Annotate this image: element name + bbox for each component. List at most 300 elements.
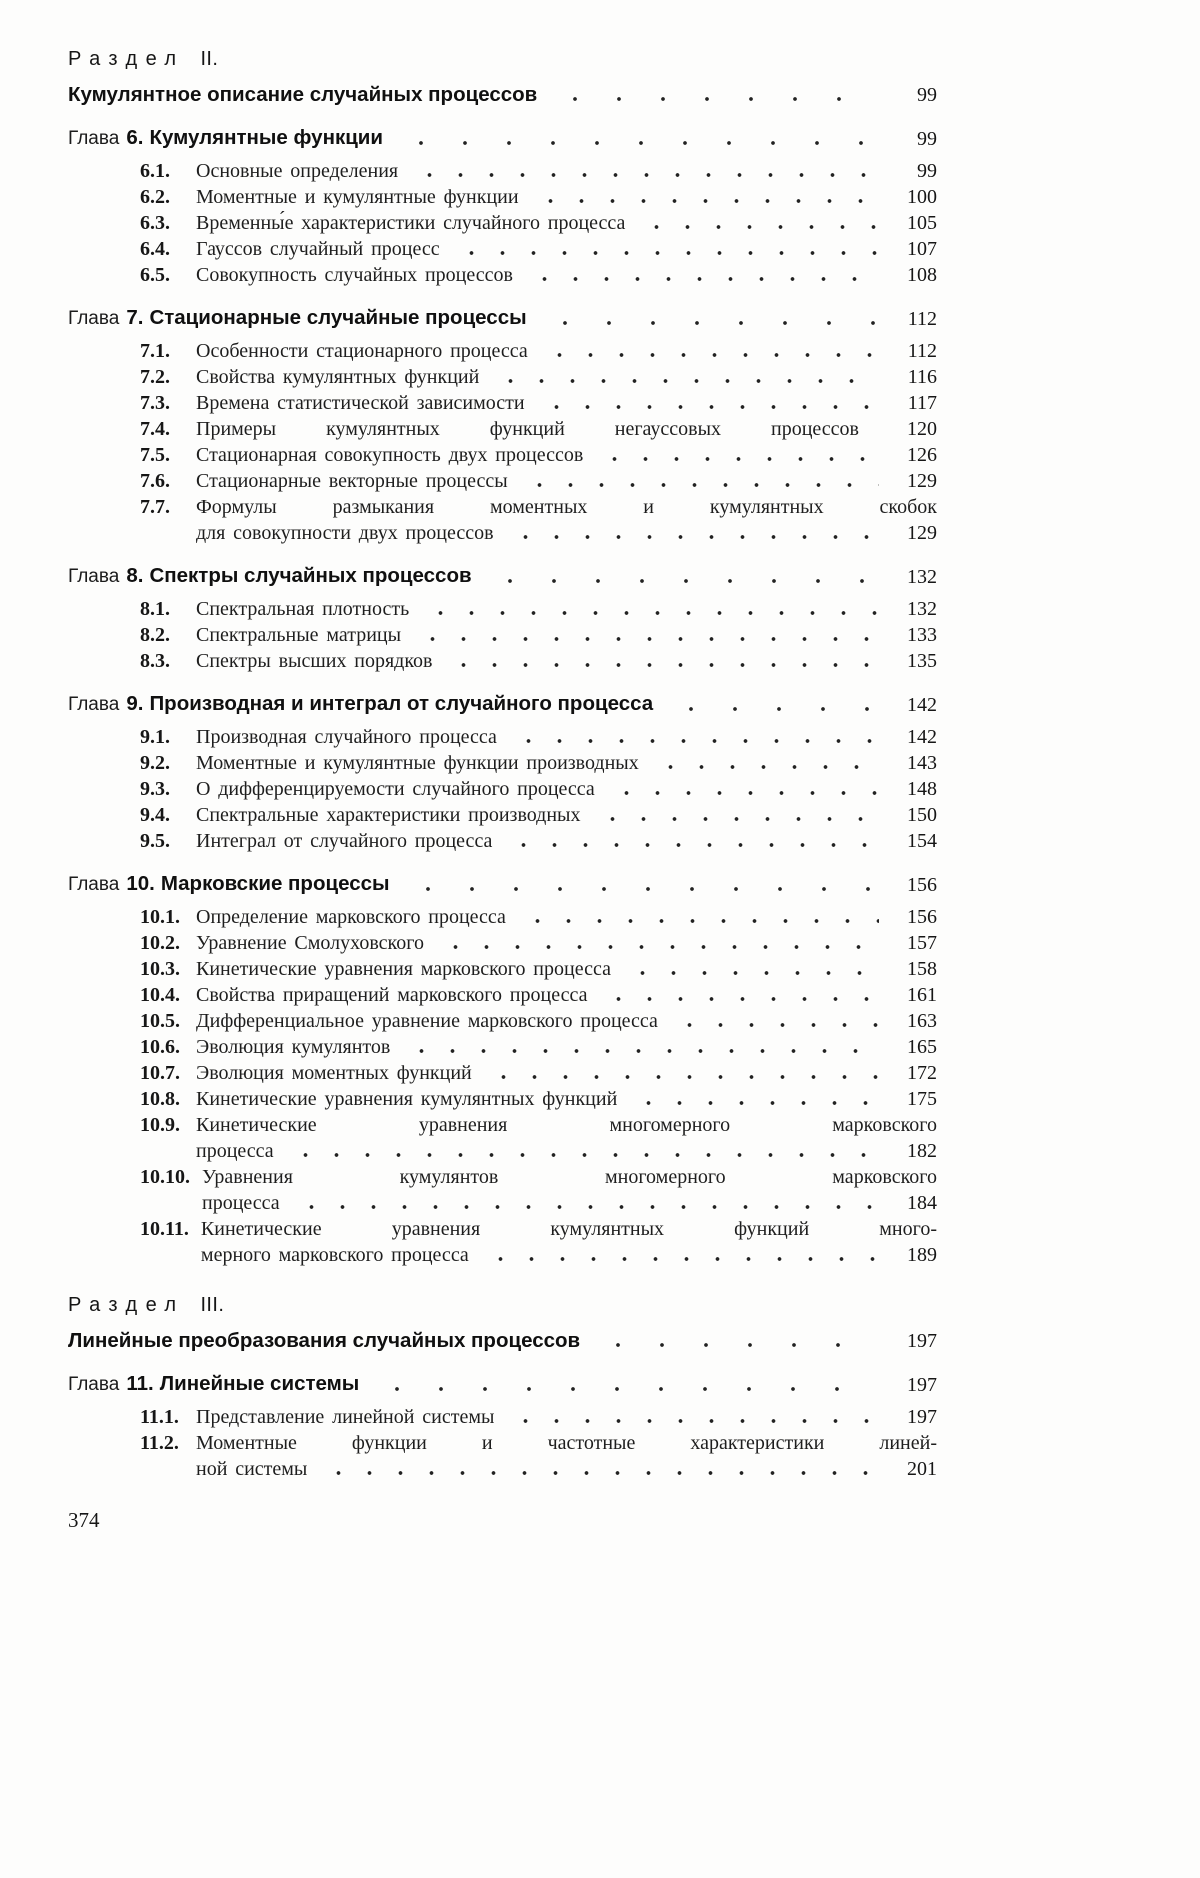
entry-number: 10.8. — [140, 1088, 180, 1110]
entry-text: Дифференциальное уравнение марковского процесса — [196, 1010, 658, 1032]
entry-number: 7.5. — [140, 444, 170, 466]
entry-last-line — [196, 776, 937, 802]
entry-text: Кинетические уравнения марковского процесса — [196, 958, 611, 980]
chapter-entries — [140, 338, 937, 546]
entry-number: 10.4. — [140, 984, 180, 1006]
entry-page: 129 — [907, 522, 937, 544]
entry-page: 117 — [907, 392, 937, 414]
part-block — [68, 1292, 937, 1354]
entry-last-line — [196, 982, 937, 1008]
entry-text: Стационарная совокупность двух процессов — [196, 444, 584, 466]
dot-leader — [516, 916, 879, 926]
chapter-block — [68, 562, 937, 674]
entry-text: Временны́е характеристики случайного процесса — [196, 212, 626, 234]
toc-entry — [140, 1034, 937, 1060]
entry-text: Спектральная плотность — [196, 598, 410, 620]
entry-last-line — [196, 468, 937, 494]
toc-entry — [140, 622, 937, 648]
dot-leader — [627, 1098, 879, 1108]
toc-entry — [140, 930, 937, 956]
chapter-entries — [140, 904, 937, 1268]
dot-leader — [547, 94, 879, 104]
entry-last-line — [196, 520, 937, 546]
chapter-row — [68, 562, 937, 590]
entry-last-line — [201, 1242, 937, 1268]
chapter-number: 7. — [126, 306, 144, 329]
entry-body — [196, 724, 937, 750]
entry-text: Свойства приращений марковского процесса — [196, 984, 588, 1006]
entry-number: 10.5. — [140, 1010, 180, 1032]
part-title-row — [68, 1327, 937, 1354]
entry-page: 172 — [907, 1062, 937, 1084]
entry-body — [196, 750, 937, 776]
chapter-label — [68, 304, 527, 332]
entry-last-line — [196, 416, 937, 442]
entry-page: 143 — [907, 752, 937, 774]
entry-page: 133 — [907, 624, 937, 646]
part-title: Кумулянтное описание случайных процессов — [68, 83, 538, 106]
dot-leader — [621, 968, 879, 978]
dot-leader — [504, 1416, 879, 1426]
toc-entry — [140, 802, 937, 828]
dot-leader — [590, 1340, 879, 1350]
toc-entry — [140, 1112, 937, 1164]
chapter-page: 142 — [907, 694, 937, 716]
chapter-entries — [140, 596, 937, 674]
dot-leader — [482, 1072, 879, 1082]
toc-entry — [140, 338, 937, 364]
chapter-word: Глава — [68, 1374, 120, 1395]
entry-last-line — [196, 648, 937, 674]
footer-page-number: 374 — [68, 1508, 100, 1532]
entry-number: 9.1. — [140, 726, 170, 748]
chapter-label — [68, 1370, 359, 1398]
dot-leader — [504, 532, 879, 542]
entry-page: 175 — [907, 1088, 937, 1110]
entry-text: Интеграл от случайного процесса — [196, 830, 493, 852]
dot-leader — [593, 454, 879, 464]
entry-text: Моментные и кумулянтные функции производных — [196, 752, 639, 774]
dot-leader — [400, 884, 879, 894]
entry-page: 184 — [907, 1192, 937, 1214]
entry-last-line — [196, 184, 937, 210]
dot-leader — [523, 274, 879, 284]
entry-number: 9.4. — [140, 804, 170, 826]
toc-entry — [140, 1164, 937, 1216]
part-word: Раздел — [68, 1294, 185, 1316]
entry-page: 135 — [907, 650, 937, 672]
entry-body — [196, 648, 937, 674]
entry-page: 126 — [907, 444, 937, 466]
toc-entry — [140, 236, 937, 262]
dot-leader — [537, 318, 879, 328]
toc-entry — [140, 184, 937, 210]
toc-entry — [140, 1430, 937, 1482]
toc-entry — [140, 1404, 937, 1430]
toc-entry — [140, 956, 937, 982]
toc-entry — [140, 364, 937, 390]
part-word: Раздел — [68, 48, 185, 70]
entry-page: 197 — [907, 1406, 937, 1428]
entry-last-line — [196, 1086, 937, 1112]
entry-last-line — [196, 236, 937, 262]
entry-text: Представление линейной системы — [196, 1406, 495, 1428]
chapter-block — [68, 1370, 937, 1482]
entry-text-line: Кинетические уравнения кумулянтных функций много- — [200, 1218, 937, 1240]
entry-body — [196, 262, 937, 288]
entry-number: 10.2. — [140, 932, 180, 954]
entry-body — [196, 1034, 937, 1060]
entry-page: 201 — [907, 1458, 937, 1480]
entry-page: 150 — [907, 804, 937, 826]
entry-number: 9.5. — [140, 830, 170, 852]
entry-text: Особенности стационарного процесса — [196, 340, 528, 362]
chapter-number: 10. — [126, 872, 155, 895]
entry-body — [196, 468, 937, 494]
chapter-block — [68, 124, 937, 288]
entry-number: 8.3. — [140, 650, 170, 672]
entry-number: 10.9. — [140, 1114, 180, 1136]
toc-entry — [140, 390, 937, 416]
chapter-label — [68, 562, 472, 590]
entry-number: 6.4. — [140, 238, 170, 260]
entry-last-line — [196, 904, 937, 930]
entry-number: 10.7. — [140, 1062, 180, 1084]
entry-page: 157 — [907, 932, 937, 954]
dot-leader — [408, 170, 879, 180]
toc-entry — [140, 442, 937, 468]
entry-text: Гауссов случайный процесс — [196, 238, 440, 260]
dot-leader — [529, 196, 879, 206]
toc-entry — [140, 750, 937, 776]
entry-page: 129 — [907, 470, 937, 492]
entry-page: 163 — [907, 1010, 937, 1032]
entry-text-line: Моментные функции и частотные характеристики линей- — [196, 1432, 937, 1454]
toc-entry — [140, 468, 937, 494]
toc-entry — [140, 262, 937, 288]
chapter-block — [68, 690, 937, 854]
dot-leader — [482, 576, 879, 586]
entry-page: 116 — [907, 366, 937, 388]
entry-number: 7.2. — [140, 366, 170, 388]
entry-body — [196, 596, 937, 622]
entry-body — [196, 622, 937, 648]
dot-leader — [284, 1150, 879, 1160]
entry-page: 100 — [907, 186, 937, 208]
entry-text: Совокупность случайных процессов — [196, 264, 513, 286]
entry-page: 148 — [907, 778, 937, 800]
entry-text: процесса — [196, 1140, 274, 1162]
chapter-title: Линейные системы — [159, 1372, 360, 1395]
entry-page: 182 — [907, 1140, 937, 1162]
entry-number: 10.6. — [140, 1036, 180, 1058]
chapter-page: 112 — [907, 308, 937, 330]
entry-body — [196, 210, 937, 236]
entry-number: 10.10. — [140, 1166, 190, 1188]
entry-page: 142 — [907, 726, 937, 748]
entry-body — [196, 1404, 937, 1430]
entry-page: 120 — [907, 418, 937, 440]
dot-leader — [442, 660, 879, 670]
chapter-page: 156 — [907, 874, 937, 896]
dot-leader — [597, 994, 879, 1004]
entry-body — [196, 416, 937, 442]
entry-text: Эволюция моментных функций — [196, 1062, 472, 1084]
entry-text: Примеры кумулянтных функций негауссовых процессов — [196, 418, 859, 440]
toc-entry — [140, 648, 937, 674]
chapter-row — [68, 870, 937, 898]
chapter-page: 132 — [907, 566, 937, 588]
entry-last-line — [196, 158, 937, 184]
toc-entry — [140, 776, 937, 802]
entry-last-line — [196, 442, 937, 468]
entry-body — [201, 1216, 937, 1268]
toc-entry — [140, 596, 937, 622]
chapter-entries — [140, 1404, 937, 1482]
entry-text: Уравнение Смолуховского — [196, 932, 424, 954]
entry-text-line: Формулы размыкания моментных и кумулянтных скобок — [196, 496, 937, 518]
entry-body — [196, 364, 937, 390]
chapter-page: 99 — [917, 128, 937, 150]
toc-entry — [140, 1086, 937, 1112]
entry-number: 11.2. — [140, 1432, 179, 1454]
entry-page: 105 — [907, 212, 937, 234]
dot-leader — [668, 1020, 879, 1030]
chapter-block — [68, 304, 937, 546]
entry-last-line — [196, 1456, 937, 1482]
entry-page: 99 — [917, 160, 937, 182]
chapter-number: 8. — [126, 564, 144, 587]
entry-last-line — [196, 596, 937, 622]
entry-body — [196, 338, 937, 364]
entry-page: 156 — [907, 906, 937, 928]
dot-leader — [535, 402, 879, 412]
entry-last-line — [196, 210, 937, 236]
entry-number: 6.5. — [140, 264, 170, 286]
toc-entry — [140, 1008, 937, 1034]
entry-body — [196, 390, 937, 416]
entry-body — [196, 236, 937, 262]
entry-last-line — [196, 390, 937, 416]
dot-leader — [869, 428, 879, 438]
dot-leader — [400, 1046, 879, 1056]
entry-page: 189 — [907, 1244, 937, 1266]
toc-entry — [140, 158, 937, 184]
dot-leader — [591, 814, 880, 824]
entry-last-line — [196, 262, 937, 288]
chapter-word: Глава — [68, 694, 120, 715]
entry-number: 7.1. — [140, 340, 170, 362]
chapter-number: 11. — [126, 1372, 154, 1395]
part-page: 99 — [917, 84, 937, 106]
entry-page: 107 — [907, 238, 937, 260]
dot-leader — [419, 608, 879, 618]
entry-body — [196, 828, 937, 854]
entry-last-line — [196, 802, 937, 828]
entry-body — [196, 776, 937, 802]
part-label — [68, 46, 937, 72]
entry-text: Времена статистической зависимости — [196, 392, 525, 414]
entry-body — [196, 956, 937, 982]
chapter-title: Производная и интеграл от случайного процесса — [149, 692, 654, 715]
entry-text: Эволюция кумулянтов — [196, 1036, 391, 1058]
chapter-word: Глава — [68, 128, 120, 149]
toc-entry — [140, 1216, 937, 1268]
entry-last-line — [196, 1404, 937, 1430]
dot-leader — [502, 840, 879, 850]
entry-body — [196, 1060, 937, 1086]
chapter-title: Кумулянтные функции — [149, 126, 384, 149]
chapter-row — [68, 690, 937, 718]
dot-leader — [538, 350, 879, 360]
part-number: III. — [194, 1294, 225, 1316]
entry-body — [196, 1430, 937, 1482]
chapter-entries — [140, 158, 937, 288]
entry-text: для совокупности двух процессов — [196, 522, 494, 544]
chapter-number: 6. — [126, 126, 144, 149]
dot-leader — [489, 376, 879, 386]
entry-number: 7.3. — [140, 392, 170, 414]
toc-entry — [140, 828, 937, 854]
entry-body — [196, 930, 937, 956]
chapter-row — [68, 304, 937, 332]
dot-leader — [605, 788, 879, 798]
entry-number: 7.4. — [140, 418, 170, 440]
entry-number: 10.11. — [140, 1218, 189, 1240]
dot-leader — [450, 248, 879, 258]
entry-body — [196, 1086, 937, 1112]
entry-text: Основные определения — [196, 160, 399, 182]
entry-number: 7.6. — [140, 470, 170, 492]
toc-entry — [140, 1060, 937, 1086]
dot-leader — [507, 736, 879, 746]
entry-body — [196, 1112, 937, 1164]
chapter-title: Стационарные случайные процессы — [149, 306, 527, 329]
entry-text: мерного марковского процесса — [200, 1244, 469, 1266]
dot-leader — [411, 634, 879, 644]
dot-leader — [290, 1202, 879, 1212]
entry-body — [196, 1008, 937, 1034]
chapter-word: Глава — [68, 566, 120, 587]
chapter-word: Глава — [68, 308, 120, 329]
toc-entry — [140, 210, 937, 236]
entry-page: 161 — [907, 984, 937, 1006]
entry-text: Производная случайного процесса — [196, 726, 497, 748]
entry-body — [196, 982, 937, 1008]
entry-last-line — [196, 1060, 937, 1086]
entry-number: 10.3. — [140, 958, 180, 980]
entry-last-line — [196, 956, 937, 982]
chapter-row — [68, 1370, 937, 1398]
entry-last-line — [196, 1138, 937, 1164]
entry-body — [196, 158, 937, 184]
entry-number: 7.7. — [140, 496, 170, 518]
entry-text: ной системы — [196, 1458, 308, 1480]
entry-last-line — [196, 364, 937, 390]
entry-page: 165 — [907, 1036, 937, 1058]
toc-list — [68, 46, 937, 1482]
dot-leader — [479, 1254, 879, 1264]
part-block — [68, 46, 937, 108]
entry-number: 6.3. — [140, 212, 170, 234]
entry-last-line — [196, 750, 937, 776]
toc-entry — [140, 494, 937, 546]
entry-last-line — [202, 1190, 937, 1216]
part-page: 197 — [907, 1330, 937, 1352]
chapter-word: Глава — [68, 874, 120, 895]
entry-last-line — [196, 338, 937, 364]
entry-text-line: Кинетические уравнения многомерного марковского — [196, 1114, 937, 1136]
toc-entry — [140, 724, 937, 750]
entry-body — [196, 904, 937, 930]
entry-last-line — [196, 828, 937, 854]
dot-leader — [635, 222, 879, 232]
entry-last-line — [196, 930, 937, 956]
entry-last-line — [196, 1034, 937, 1060]
chapter-block — [68, 870, 937, 1268]
part-title-row — [68, 81, 937, 108]
entry-text: Спектральные характеристики производных — [196, 804, 581, 826]
dot-leader — [649, 762, 879, 772]
entry-body — [202, 1164, 937, 1216]
chapter-title: Спектры случайных процессов — [149, 564, 472, 587]
entry-page: 132 — [907, 598, 937, 620]
entry-text: Определение марковского процесса — [196, 906, 506, 928]
dot-leader — [518, 480, 879, 490]
entry-body — [196, 494, 937, 546]
dot-leader — [663, 704, 879, 714]
entry-page: 154 — [907, 830, 937, 852]
chapter-label — [68, 870, 390, 898]
part-label — [68, 1292, 937, 1318]
chapter-entries — [140, 724, 937, 854]
entry-last-line — [196, 622, 937, 648]
dot-leader — [369, 1384, 879, 1394]
entry-page: 112 — [907, 340, 937, 362]
chapter-label — [68, 124, 383, 152]
dot-leader — [317, 1468, 879, 1478]
entry-text: О дифференцируемости случайного процесса — [196, 778, 595, 800]
entry-body — [196, 184, 937, 210]
entry-body — [196, 442, 937, 468]
entry-text: процесса — [202, 1192, 280, 1214]
entry-number: 9.3. — [140, 778, 170, 800]
entry-text: Свойства кумулянтных функций — [196, 366, 480, 388]
toc-entry — [140, 982, 937, 1008]
chapter-row — [68, 124, 937, 152]
entry-body — [196, 802, 937, 828]
entry-text: Спектры высших порядков — [196, 650, 433, 672]
chapter-page: 197 — [907, 1374, 937, 1396]
entry-number: 10.1. — [140, 906, 180, 928]
chapter-label — [68, 690, 653, 718]
entry-page: 108 — [907, 264, 937, 286]
entry-number: 6.2. — [140, 186, 170, 208]
part-title: Линейные преобразования случайных процессов — [68, 1329, 581, 1352]
chapter-number: 9. — [126, 692, 144, 715]
entry-number: 8.2. — [140, 624, 170, 646]
entry-text: Спектральные матрицы — [196, 624, 402, 646]
entry-number: 8.1. — [140, 598, 170, 620]
entry-number: 9.2. — [140, 752, 170, 774]
entry-number: 11.1. — [140, 1406, 179, 1428]
part-number: II. — [194, 48, 219, 70]
chapter-title: Марковские процессы — [160, 872, 390, 895]
dot-leader — [393, 138, 879, 148]
toc-entry — [140, 904, 937, 930]
entry-last-line — [196, 724, 937, 750]
entry-last-line — [196, 1008, 937, 1034]
